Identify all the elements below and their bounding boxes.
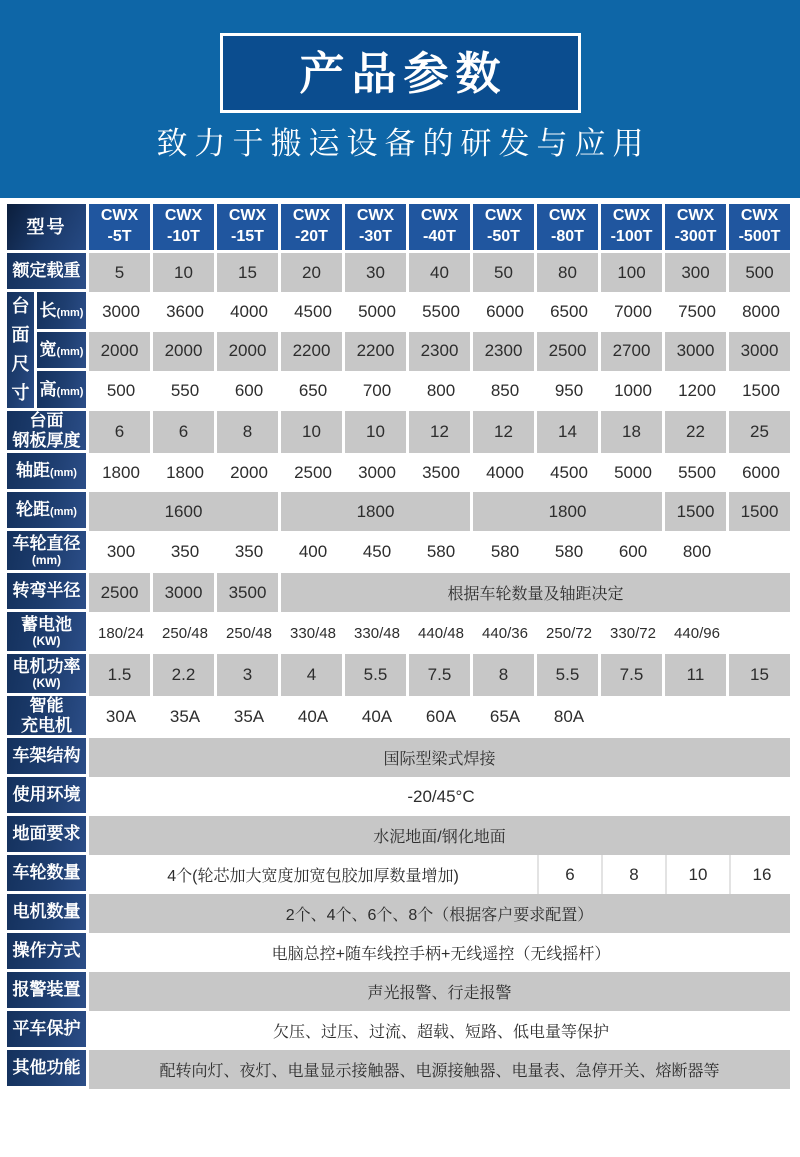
- spec-cell: 440/48: [409, 612, 473, 654]
- group-char: 寸: [11, 383, 30, 403]
- spec-cell: 6000: [473, 292, 537, 332]
- spec-cell: 330/72: [601, 612, 665, 654]
- spec-cell: 180/24: [89, 612, 153, 654]
- row-label-text: 使用环境: [12, 785, 81, 805]
- spec-cell: 600: [601, 531, 665, 573]
- model-name: CWX: [420, 207, 459, 225]
- spec-cell: 550: [153, 371, 217, 411]
- spec-cell: 2200: [281, 332, 345, 372]
- spec-cell: 400: [281, 531, 345, 573]
- spec-cell: 16: [729, 855, 793, 894]
- spec-cell: 100: [601, 253, 665, 292]
- row-label-unit: (mm): [56, 306, 84, 319]
- spec-cell: 60A: [409, 696, 473, 738]
- model-name: CWX: [484, 207, 523, 225]
- table-row: [7, 972, 793, 1011]
- spec-cell: 8: [601, 855, 665, 894]
- model-size: -80T: [551, 228, 584, 245]
- spec-cell: 850: [473, 371, 537, 411]
- spec-cell: 5000: [601, 453, 665, 492]
- spec-cell: 2500: [89, 573, 153, 612]
- model-header-cell: [537, 204, 601, 253]
- spec-cell: 1800: [89, 453, 153, 492]
- spec-cell: 1800: [281, 492, 473, 531]
- spec-cell: 30A: [89, 696, 153, 738]
- spec-cell: 440/36: [473, 612, 537, 654]
- table-row: [7, 1011, 793, 1050]
- spec-cell: 40: [409, 253, 473, 292]
- model-header-cell: [409, 204, 473, 253]
- table-row: [7, 411, 793, 453]
- spec-cell: 1200: [665, 371, 729, 411]
- spec-cell: 15: [729, 654, 793, 696]
- table-row: [7, 816, 793, 855]
- spec-cell: 5500: [409, 292, 473, 332]
- row-label-text: 地面要求: [12, 824, 81, 844]
- row-label-text: 额定载重: [12, 261, 81, 281]
- row-label-line1: 智能: [29, 696, 64, 716]
- model-size: -50T: [487, 228, 520, 245]
- spec-cell: 3000: [729, 332, 793, 372]
- spec-cell: 7000: [601, 292, 665, 332]
- spec-cell: 330/48: [345, 612, 409, 654]
- spec-cell: 3000: [89, 292, 153, 332]
- spec-cell: 250/48: [217, 612, 281, 654]
- model-name: CWX: [164, 207, 203, 225]
- model-size: -100T: [610, 228, 653, 245]
- spec-cell: 580: [409, 531, 473, 573]
- row-label: [7, 531, 89, 573]
- spec-cell: 15: [217, 253, 281, 292]
- row-label-line2: 钢板厚度: [12, 430, 81, 450]
- table-row: [7, 654, 793, 696]
- spec-cell: 2000: [153, 332, 217, 372]
- spec-cell: 35A: [153, 696, 217, 738]
- row-label-unit: (mm): [50, 506, 77, 519]
- row-label: [7, 972, 89, 1011]
- corner-label: 型号: [26, 216, 67, 237]
- spec-cell: 3000: [665, 332, 729, 372]
- row-label-text: 车架结构: [12, 746, 81, 766]
- table-row: [7, 292, 793, 332]
- spec-cell: [729, 696, 793, 738]
- spec-cell: 14: [537, 411, 601, 453]
- spec-cell: 10: [153, 253, 217, 292]
- row-label-line2: 充电机: [21, 715, 72, 735]
- spec-cell: 4500: [537, 453, 601, 492]
- spec-cell: 30: [345, 253, 409, 292]
- spec-cell: 2000: [217, 453, 281, 492]
- spec-cell: 800: [409, 371, 473, 411]
- spec-cell: 450: [345, 531, 409, 573]
- spec-cell: 500: [729, 253, 793, 292]
- row-label-unit: (mm): [56, 385, 84, 398]
- model-name: CWX: [612, 207, 651, 225]
- spec-cell: 5.5: [345, 654, 409, 696]
- model-size: -300T: [674, 228, 717, 245]
- model-name: CWX: [548, 207, 587, 225]
- row-label: [7, 777, 89, 816]
- model-header-cell: [729, 204, 793, 253]
- spec-cell: 950: [537, 371, 601, 411]
- spec-cell: [729, 612, 793, 654]
- spec-cell: 12: [409, 411, 473, 453]
- row-label-text: 车轮数量: [12, 863, 81, 883]
- row-label-line1: 电机功率: [12, 656, 81, 676]
- model-name: CWX: [740, 207, 779, 225]
- spec-cell: 欠压、过压、过流、超载、短路、低电量等保护: [89, 1011, 793, 1050]
- page-header: [0, 0, 800, 198]
- table-row: [7, 777, 793, 816]
- spec-cell: 8: [473, 654, 537, 696]
- spec-cell: 80A: [537, 696, 601, 738]
- row-label: [7, 492, 89, 531]
- spec-cell: 10: [281, 411, 345, 453]
- spec-cell: 声光报警、行走报警: [89, 972, 793, 1011]
- table-row: [7, 371, 793, 411]
- spec-cell: 580: [537, 531, 601, 573]
- row-label-text: 平车保护: [12, 1019, 81, 1039]
- row-label: [7, 738, 89, 777]
- spec-cell: 80: [537, 253, 601, 292]
- spec-cell: 50: [473, 253, 537, 292]
- spec-cell: 3500: [409, 453, 473, 492]
- spec-cell: 11: [665, 654, 729, 696]
- row-label-text: 电机数量: [12, 902, 81, 922]
- row-label: [37, 292, 89, 332]
- model-header-cell: [281, 204, 345, 253]
- model-header-cell: [601, 204, 665, 253]
- spec-cell: 1.5: [89, 654, 153, 696]
- spec-cell: 2.2: [153, 654, 217, 696]
- row-label-text: 长: [39, 300, 57, 320]
- model-size: -30T: [359, 228, 392, 245]
- model-name: CWX: [292, 207, 331, 225]
- model-name: CWX: [100, 207, 139, 225]
- row-label-text: 其他功能: [12, 1058, 81, 1078]
- row-label-text: 操作方式: [12, 941, 81, 961]
- spec-cell: 4500: [281, 292, 345, 332]
- page-title: 产品参数: [299, 47, 508, 99]
- spec-cell: 7.5: [601, 654, 665, 696]
- table-row: [7, 573, 793, 612]
- group-char: 尺: [11, 354, 30, 374]
- table-row: [7, 894, 793, 933]
- spec-table: [7, 204, 793, 1089]
- spec-cell: [601, 696, 665, 738]
- table-row: [7, 696, 793, 738]
- spec-cell: 25: [729, 411, 793, 453]
- spec-cell: 35A: [217, 696, 281, 738]
- spec-cell: 2000: [89, 332, 153, 372]
- spec-cell: 1800: [153, 453, 217, 492]
- model-header-cell: [473, 204, 537, 253]
- spec-cell: 2700: [601, 332, 665, 372]
- spec-cell: 1500: [665, 492, 729, 531]
- table-row: [7, 531, 793, 573]
- spec-cell: 65A: [473, 696, 537, 738]
- spec-cell: 4个(轮芯加大宽度加宽包胶加厚数量增加): [89, 855, 537, 894]
- row-label: [7, 1011, 89, 1050]
- row-label: [37, 332, 89, 372]
- spec-cell: 3000: [345, 453, 409, 492]
- table-row: [7, 738, 793, 777]
- model-header-cell: [217, 204, 281, 253]
- title-box: [220, 33, 581, 113]
- row-label: [7, 933, 89, 972]
- row-label-line2: (KW): [32, 634, 61, 649]
- row-label: [7, 816, 89, 855]
- spec-cell: 250/72: [537, 612, 601, 654]
- row-label: [7, 612, 89, 654]
- spec-cell: 5000: [345, 292, 409, 332]
- spec-cell: 3500: [217, 573, 281, 612]
- spec-cell: [729, 531, 793, 573]
- spec-cell: 3: [217, 654, 281, 696]
- row-label: [7, 894, 89, 933]
- spec-cell: 6500: [537, 292, 601, 332]
- spec-cell: 2000: [217, 332, 281, 372]
- spec-cell: 40A: [281, 696, 345, 738]
- row-label-text: 轮距: [16, 500, 51, 520]
- spec-cell: 600: [217, 371, 281, 411]
- row-label-text: 宽: [39, 340, 57, 360]
- row-label-line2: (mm): [31, 553, 62, 568]
- model-name: CWX: [356, 207, 395, 225]
- spec-cell: 18: [601, 411, 665, 453]
- row-label-text: 高: [39, 379, 57, 399]
- table-row: [7, 492, 793, 531]
- spec-cell: 1500: [729, 371, 793, 411]
- table-row: [7, 253, 793, 292]
- model-name: CWX: [228, 207, 267, 225]
- group-char: 面: [11, 325, 30, 345]
- row-label-line2: (KW): [32, 676, 61, 691]
- spec-cell: 1000: [601, 371, 665, 411]
- spec-cell: 2300: [409, 332, 473, 372]
- row-label-line1: 台面: [29, 411, 64, 430]
- table-row: [7, 612, 793, 654]
- spec-cell: 2200: [345, 332, 409, 372]
- row-label: [37, 371, 89, 411]
- row-label: [7, 573, 89, 612]
- row-label-text: 转弯半径: [12, 581, 81, 601]
- spec-cell: 350: [217, 531, 281, 573]
- row-label-line1: 蓄电池: [21, 614, 72, 634]
- spec-cell: 250/48: [153, 612, 217, 654]
- group-char: 台: [11, 296, 30, 316]
- row-label-line1: 车轮直径: [12, 533, 81, 553]
- spec-cell: 5.5: [537, 654, 601, 696]
- model-size: -5T: [107, 228, 132, 245]
- spec-cell: 8000: [729, 292, 793, 332]
- table-row: [7, 933, 793, 972]
- model-header-cell: [153, 204, 217, 253]
- spec-cell: 6: [537, 855, 601, 894]
- row-label-text: 轴距: [16, 461, 51, 481]
- table-row: [7, 332, 793, 372]
- spec-cell: 8: [217, 411, 281, 453]
- spec-cell: 3000: [153, 573, 217, 612]
- spec-cell: 7.5: [409, 654, 473, 696]
- model-header-cell: [345, 204, 409, 253]
- spec-cell: 1800: [473, 492, 665, 531]
- row-label: [7, 855, 89, 894]
- spec-cell: 配转向灯、夜灯、电量显示接触器、电源接触器、电量表、急停开关、熔断器等: [89, 1050, 793, 1089]
- spec-cell: 4000: [217, 292, 281, 332]
- row-label-unit: (mm): [56, 346, 84, 359]
- spec-table-body: [7, 204, 793, 1089]
- model-size: -40T: [423, 228, 456, 245]
- model-size: -10T: [167, 228, 200, 245]
- corner-cell: [7, 204, 89, 253]
- row-label-text: 报警装置: [12, 980, 81, 1000]
- spec-cell: 6: [89, 411, 153, 453]
- row-label: [7, 253, 89, 292]
- row-label: [7, 453, 89, 492]
- model-size: -500T: [738, 228, 781, 245]
- spec-cell: 6: [153, 411, 217, 453]
- spec-cell: 4000: [473, 453, 537, 492]
- model-size: -15T: [231, 228, 264, 245]
- spec-cell: 1500: [729, 492, 793, 531]
- spec-cell: 7500: [665, 292, 729, 332]
- spec-cell: 10: [345, 411, 409, 453]
- spec-cell: 300: [665, 253, 729, 292]
- table-row: [7, 453, 793, 492]
- model-name: CWX: [676, 207, 715, 225]
- spec-cell: 2300: [473, 332, 537, 372]
- page-subtitle: 致力于搬运设备的研发与应用: [156, 126, 651, 161]
- spec-cell: 22: [665, 411, 729, 453]
- table-row: [7, 1050, 793, 1089]
- model-header-row: [7, 204, 793, 253]
- row-label-unit: (mm): [50, 467, 77, 480]
- spec-cell: [665, 696, 729, 738]
- spec-cell: 700: [345, 371, 409, 411]
- model-header-cell: [89, 204, 153, 253]
- spec-cell: 4: [281, 654, 345, 696]
- spec-cell: 330/48: [281, 612, 345, 654]
- spec-cell: 3600: [153, 292, 217, 332]
- model-header-cell: [665, 204, 729, 253]
- spec-cell: 1600: [89, 492, 281, 531]
- row-label: [7, 411, 89, 453]
- spec-cell: 40A: [345, 696, 409, 738]
- spec-cell: 10: [665, 855, 729, 894]
- spec-cell: 5500: [665, 453, 729, 492]
- spec-cell: 800: [665, 531, 729, 573]
- spec-cell: 580: [473, 531, 537, 573]
- spec-cell: 6000: [729, 453, 793, 492]
- spec-cell: 2500: [537, 332, 601, 372]
- spec-cell: 电脑总控+随车线控手柄+无线遥控（无线摇杆）: [89, 933, 793, 972]
- row-label: [7, 654, 89, 696]
- spec-cell: -20/45°C: [89, 777, 793, 816]
- spec-cell: 650: [281, 371, 345, 411]
- spec-cell: 300: [89, 531, 153, 573]
- spec-cell: 国际型梁式焊接: [89, 738, 793, 777]
- spec-cell: 440/96: [665, 612, 729, 654]
- spec-cell: 12: [473, 411, 537, 453]
- row-group-label: [7, 292, 37, 411]
- spec-cell: 水泥地面/钢化地面: [89, 816, 793, 855]
- spec-cell: 350: [153, 531, 217, 573]
- table-row: [7, 855, 793, 894]
- spec-cell: 2500: [281, 453, 345, 492]
- model-size: -20T: [295, 228, 328, 245]
- spec-cell: 根据车轮数量及轴距决定: [281, 573, 793, 612]
- spec-cell: 2个、4个、6个、8个（根据客户要求配置）: [89, 894, 793, 933]
- spec-cell: 5: [89, 253, 153, 292]
- spec-cell: 20: [281, 253, 345, 292]
- row-label: [7, 696, 89, 738]
- row-label: [7, 1050, 89, 1089]
- spec-cell: 500: [89, 371, 153, 411]
